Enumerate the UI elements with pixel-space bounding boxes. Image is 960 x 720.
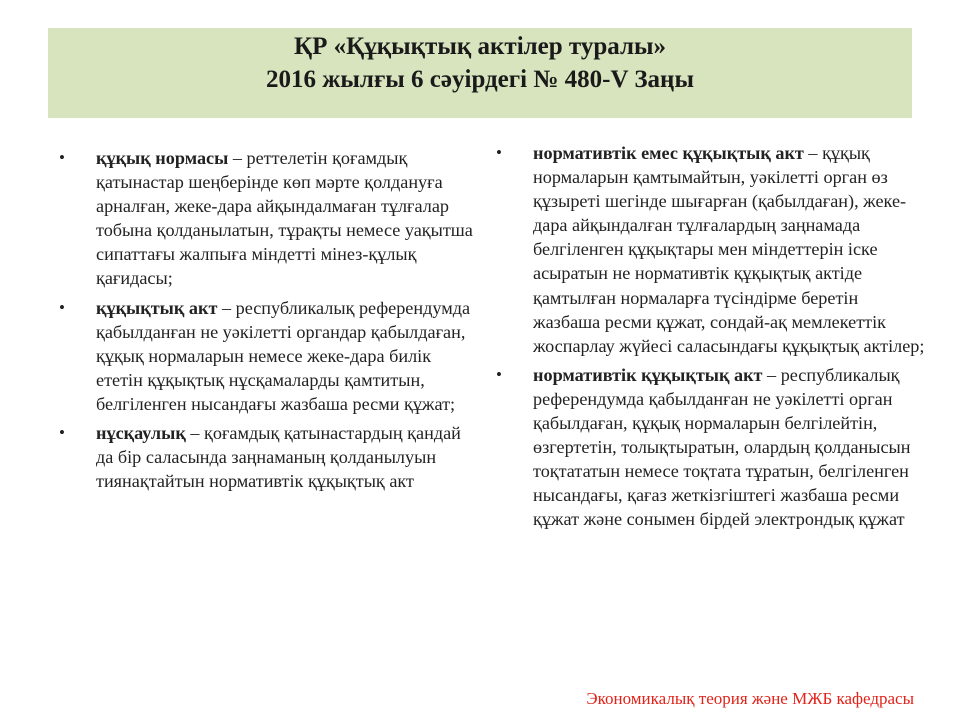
left-definitions-column <box>59 146 476 498</box>
definition-text: – қоғамдық қатынастардың қандай да бір саласында заңнаманың қолданылуын тиянақтайтын нормативтік құқықтық акт <box>96 423 461 492</box>
definition-text: – реттелетін қоғамдық қатынастар шеңберінде көп мәрте қолдануға арналған, жеке-дара айқындалмаған тұлғалар тобына қолданылатын, тұрақты немесе уақытша сипаттағы жалпыға міндетті мінез-құлық қағидасы; <box>96 148 473 289</box>
definition-item <box>59 296 476 416</box>
bullet-icon: • <box>496 143 502 162</box>
definition-text: – республикалық референдумда қабылданған не уәкілетті орган қабылдаған, құқық нормаларын белгілейтін, өзгертетін, толықтыратын, олардың қолданысын тоқтататын немесе тоқтата тұратын, белгіленген нысандағы, қағаз жеткізгіштегі жазбаша ресми құжат және сонымен бірдей электрондық құжат <box>533 364 911 530</box>
bullet-icon: • <box>59 423 65 443</box>
definition-term: құқықтық акт <box>96 297 218 318</box>
definition-item <box>496 363 925 532</box>
department-footer: Экономикалық теория және МЖБ кафедрасы <box>586 689 914 708</box>
slide-title-line-2: 2016 жылғы 6 сәуірдегі № 480-V Заңы <box>266 66 694 93</box>
definition-term: нормативтік емес құқықтық акт <box>533 143 804 163</box>
definition-item <box>59 421 476 493</box>
definition-term: нормативтік құқықтық акт <box>533 364 763 385</box>
slide-title-line-1: ҚР «Құқықтық актілер туралы» <box>293 33 667 60</box>
bullet-icon: • <box>59 148 65 167</box>
definition-text: – құқық нормаларын қамтымайтын, уәкілетті орган өз құзыреті шегінде шығарған (қабылдаған), жеке-дара айқындалған тұлғалардың заңнамада белгіленген құқықтары мен міндеттерін іске асыратын не нормативтік құқықтық актіде қамтылған нормаларға түсіндірме беретін жазбаша ресми құжат, сондай-ақ мемлекеттік жоспарлау жүйесі саласындағы құқықтық актілер; <box>533 143 925 356</box>
definition-text: – республикалық референдумда қабылданған не уәкілетті органдар қабылдаған, құқық нормаларын немесе жеке-дара билік ететін құқықтық нұсқамаларды қамтитын, белгіленген нысандағы жазбаша ресми құжат; <box>96 297 471 414</box>
bullet-icon: • <box>496 364 502 384</box>
right-definitions-column <box>496 141 925 537</box>
definition-term: құқық нормасы <box>96 148 229 168</box>
bullet-icon: • <box>59 297 65 317</box>
definition-term: нұсқаулық <box>96 423 186 444</box>
definition-item <box>496 141 925 358</box>
definition-item <box>59 146 476 291</box>
slide-title-banner <box>48 28 912 118</box>
